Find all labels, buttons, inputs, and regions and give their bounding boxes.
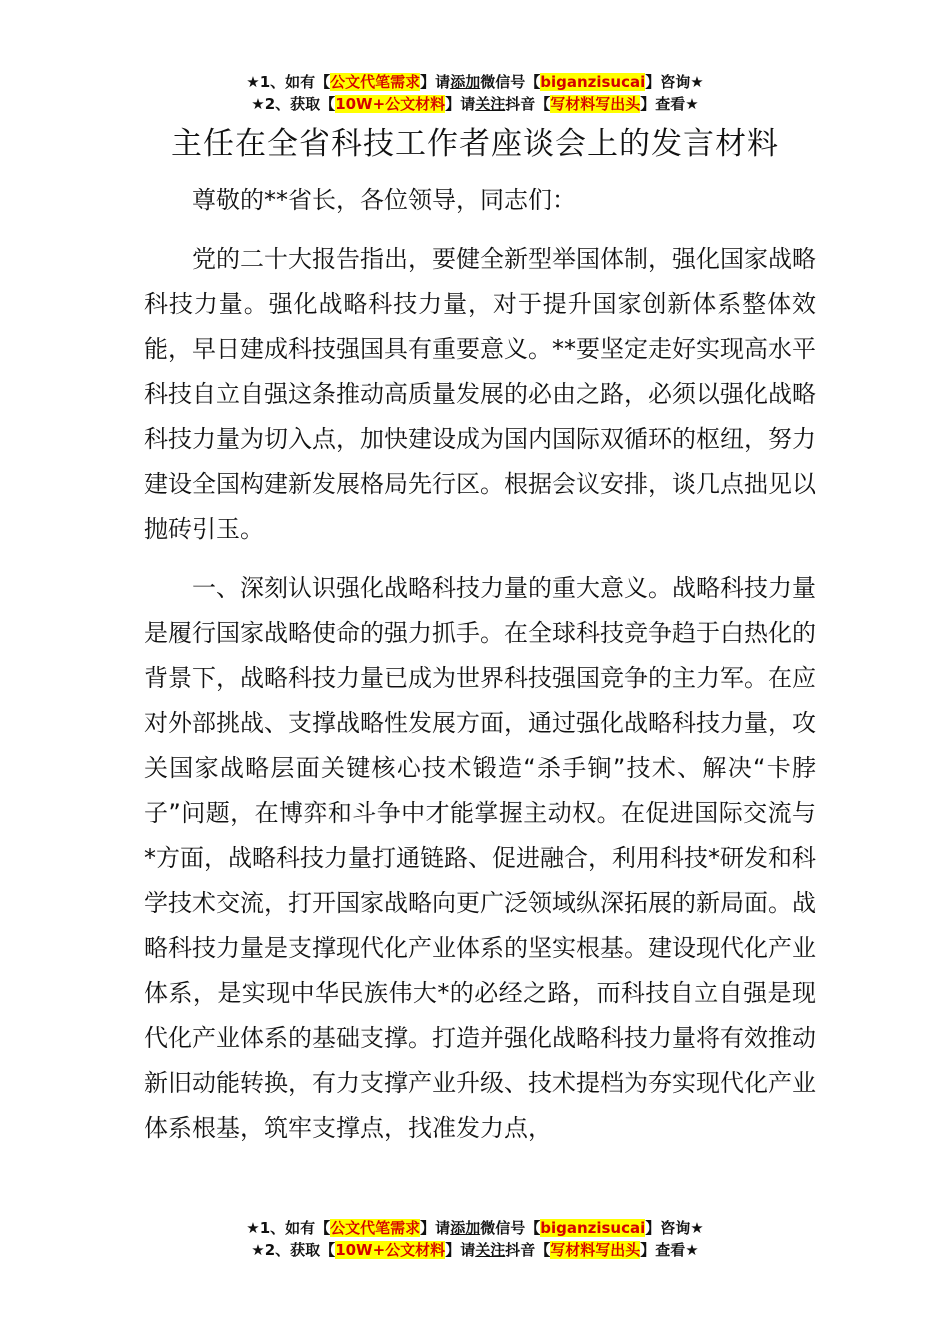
promo-line-1: ★1、如有【公文代笔需求】请添加微信号【biganzisucai】咨询★ (246, 73, 704, 91)
promo-highlight-wechat-id: biganzisucai (540, 1219, 646, 1237)
promo-line-2: ★2、获取【10W+公文材料】请关注抖音【写材料写出头】查看★ (251, 1241, 699, 1259)
promo-line-1: ★1、如有【公文代笔需求】请添加微信号【biganzisucai】咨询★ (246, 1219, 704, 1237)
promo-line-2: ★2、获取【10W+公文材料】请关注抖音【写材料写出头】查看★ (251, 95, 699, 113)
promo-highlight-materials: 10W+公文材料 (335, 95, 446, 113)
footer-promo-banner (0, 1217, 950, 1261)
promo-highlight-materials: 10W+公文材料 (335, 1241, 446, 1259)
document-body (144, 178, 816, 1165)
promo-highlight-service: 公文代笔需求 (330, 1219, 421, 1237)
greeting: 尊敬的**省长，各位领导，同志们： (192, 186, 576, 214)
paragraph-section-1: 一、深刻认识强化战略科技力量的重大意义。战略科技力量是履行国家战略使命的强力抓手。在全球科技竞争趋于白热化的背景下，战略科技力量已成为世界科技强国竞争的主力军。在应对外部挑战、支撑战略性发展方面，通过强化战略科技力量，攻关国家战略层面关键核心技术锻造“杀手锏”技术、解决“卡脖子”问题，在博弈和斗争中才能掌握主动权。在促进国际交流与*方面，战略科技力量打通链路、促进融合，利用科技*研发和科学技术交流，打开国家战略向更广泛领域纵深拓展的新局面。战略科技力量是支撑现代化产业体系的坚实根基。建设现代化产业体系，是实现中华民族伟大*的必经之路，而科技自立自强是现代化产业体系的基础支撑。打造并强化战略科技力量将有效推动新旧动能转换，有力支撑产业升级、技术提档为夯实现代化产业体系根基，筑牢支撑点，找准发力点， (144, 574, 816, 1142)
header-promo-banner (0, 71, 950, 115)
paragraph-intro: 党的二十大报告指出，要健全新型举国体制，强化国家战略科技力量。强化战略科技力量，对于提升国家创新体系整体效能，早日建成科技强国具有重要意义。**要坚定走好实现高水平科技自立自强这条推动高质量发展的必由之路，必须以强化战略科技力量为切入点，加快建设成为国内国际双循环的枢纽，努力建设全国构建新发展格局先行区。根据会议安排，谈几点拙见以抛砖引玉。 (144, 245, 816, 543)
promo-highlight-douyin: 写材料写出头 (550, 95, 641, 113)
promo-highlight-wechat-id: biganzisucai (540, 73, 646, 91)
promo-highlight-douyin: 写材料写出头 (550, 1241, 641, 1259)
promo-highlight-service: 公文代笔需求 (330, 73, 421, 91)
document-title: 主任在全省科技工作者座谈会上的发言材料 (171, 126, 779, 162)
